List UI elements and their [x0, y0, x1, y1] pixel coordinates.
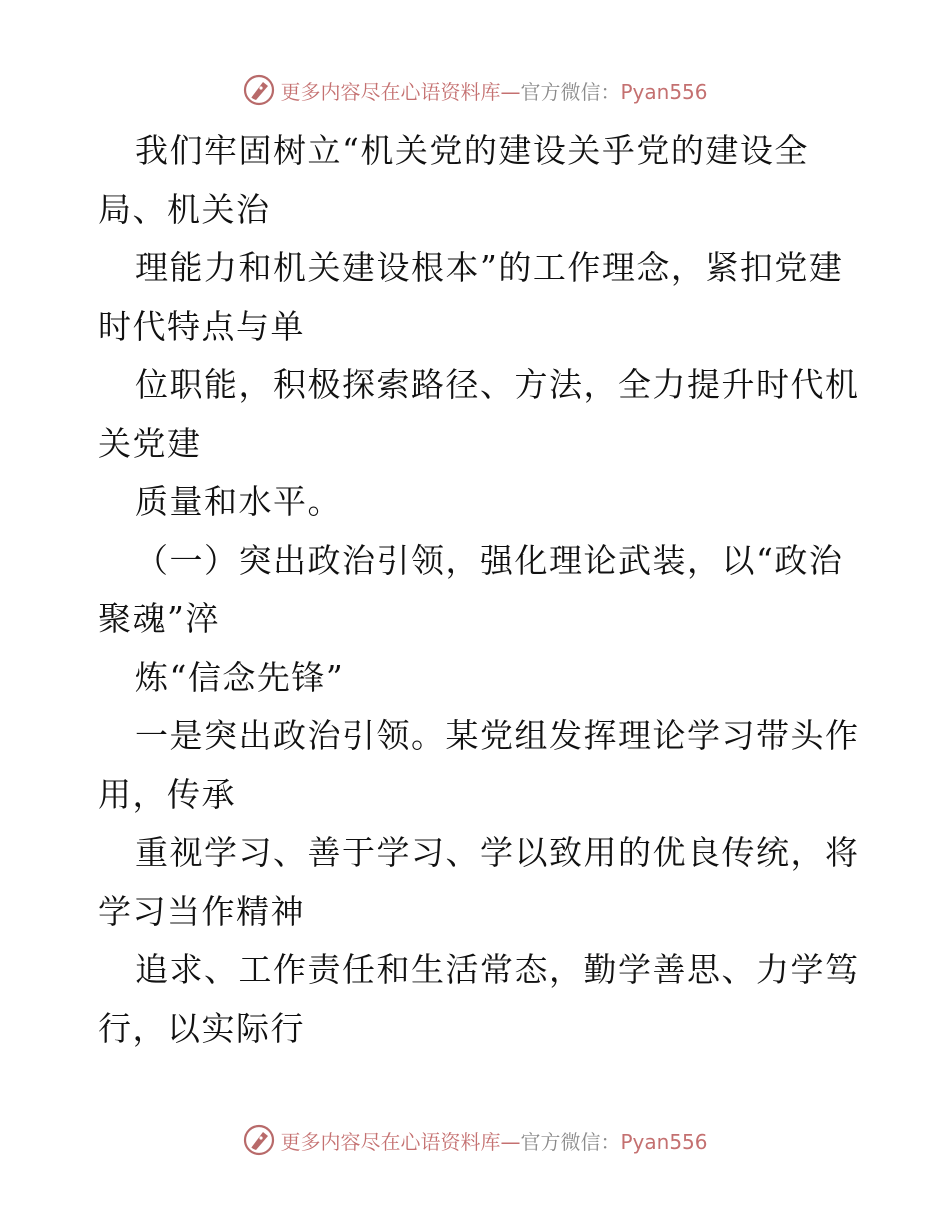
text-line: 学习当作精神: [98, 891, 305, 931]
text-line: （一）突出政治引领，强化理论武装，以“政治: [135, 540, 844, 580]
text-line: 炼“信念先锋”: [135, 657, 345, 697]
text-line: 用，传承: [98, 774, 236, 814]
section-heading: [98, 532, 858, 708]
pen-nib-logo-icon: [242, 73, 276, 107]
text-line: 重视学习、善于学习、学以致用的优良传统，将: [135, 833, 860, 872]
text-line: 局、机关治: [98, 189, 271, 229]
text-line: 我们牢固树立“机关党的建设关乎党的建设全: [135, 131, 809, 170]
header-banner-main: 更多内容尽在心语资料库: [280, 79, 501, 104]
document-body: [98, 122, 858, 1058]
text-line: 时代特点与单: [98, 306, 305, 346]
footer-banner-separator: —: [500, 1129, 521, 1154]
footer-banner-wechat-label: 官方微信：: [520, 1129, 621, 1154]
text-line: 追求、工作责任和生活常态，勤学善思、力学笃: [135, 950, 860, 989]
footer-banner: [0, 1120, 950, 1160]
footer-banner-main: 更多内容尽在心语资料库: [280, 1129, 501, 1154]
text-line: 理能力和机关建设根本”的工作理念，紧扣党建: [135, 248, 844, 287]
header-banner-separator: —: [500, 79, 521, 104]
header-banner-text: [280, 76, 707, 105]
text-line: 关党建: [98, 423, 202, 463]
paragraph-2: [98, 707, 858, 1058]
text-line: 质量和水平。: [135, 482, 342, 521]
footer-banner-wechat-id: Pyan556: [620, 1129, 708, 1154]
header-banner: [0, 70, 950, 110]
pen-nib-logo-icon: [242, 1123, 276, 1157]
text-line: 一是突出政治引领。某党组发挥理论学习带头作: [135, 716, 860, 755]
footer-banner-text: [280, 1126, 707, 1155]
header-banner-wechat-id: Pyan556: [620, 79, 708, 104]
text-line: 位职能，积极探索路径、方法，全力提升时代机: [135, 365, 860, 404]
text-line: 行，以实际行: [98, 1008, 305, 1048]
header-banner-wechat-label: 官方微信：: [520, 79, 621, 104]
paragraph-1: [98, 122, 858, 532]
text-line: 聚魂”淬: [98, 599, 220, 638]
